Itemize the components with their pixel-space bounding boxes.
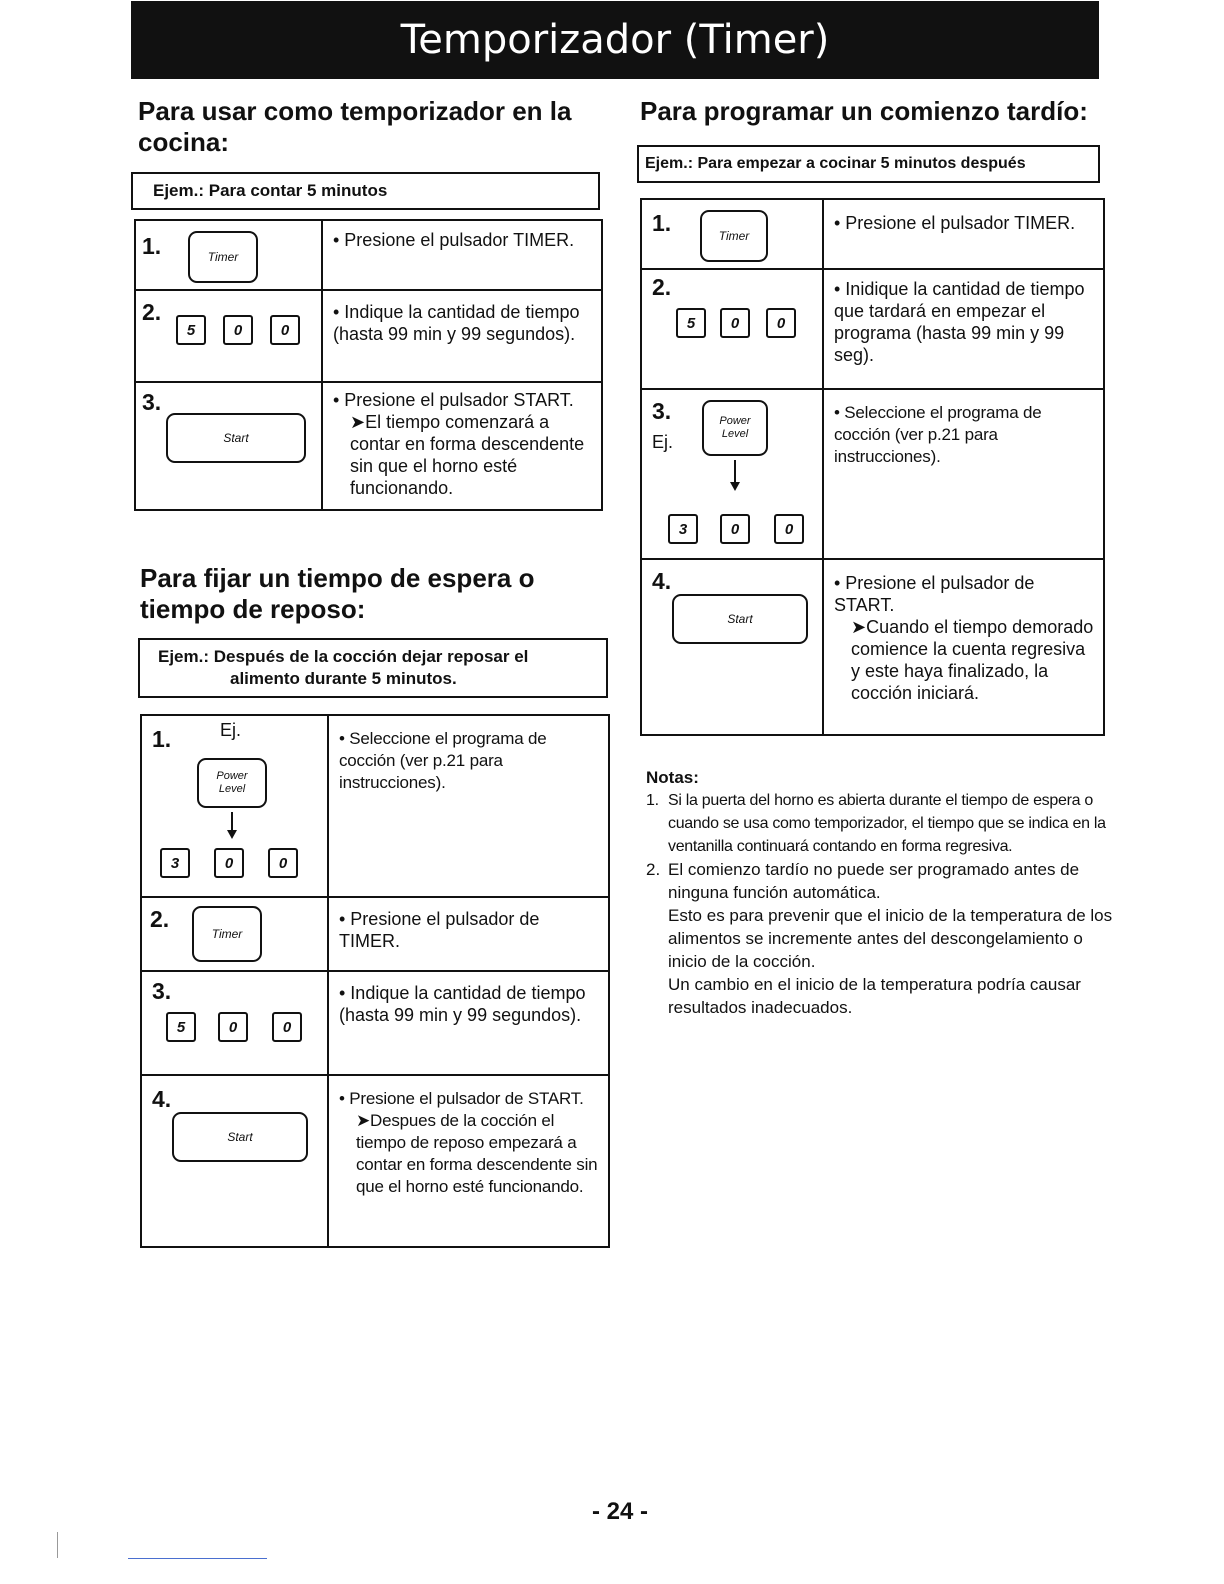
kitchen-example-text: Ejem.: Para contar 5 minutos — [153, 181, 388, 200]
step-description: • Indique la cantidad de tiempo (hasta 99 min y 99 segundos). — [333, 302, 580, 344]
kitchen-step-3 — [135, 382, 602, 510]
step-description: • Presione el pulsador de START. — [834, 573, 1035, 615]
step-result-note: ➤Cuando el tiempo demorado comience la cuenta regresiva y este haya finalizado, la cocción iniciará. — [851, 617, 1094, 703]
digit-0-key-icon: 0 — [270, 315, 300, 345]
step-number: 4. — [652, 568, 672, 594]
digit-0-key-icon: 0 — [268, 848, 298, 878]
digit-5-key-icon: 5 — [676, 308, 706, 338]
step-result-note: ➤Despues de la cocción el tiempo de reposo empezará a contar en forma descendente sin que el horno esté funcionando. — [356, 1111, 598, 1196]
note-item — [646, 789, 1116, 858]
example-label: Ej. — [220, 720, 242, 740]
power-level-label: Level — [218, 783, 246, 795]
kitchen-steps-table — [134, 219, 603, 511]
note-item — [646, 858, 1116, 1019]
digit-5-key-icon: 5 — [166, 1012, 196, 1042]
standing-example-line2: alimento durante 5 minutos. — [230, 669, 457, 688]
kitchen-example-box — [131, 172, 600, 210]
power-level-label: Level — [721, 428, 749, 440]
step-number: 1. — [142, 233, 162, 259]
step-description: • Presione el pulsador de START. — [339, 1089, 584, 1108]
timer-button-icon: Timer — [192, 906, 262, 962]
digit-0-key-icon: 0 — [766, 308, 796, 338]
note-text: Un cambio en el inicio de la temperatura podría causar resultados inadecuados. — [668, 975, 1081, 1017]
digit-0-key-icon: 0 — [720, 514, 750, 544]
delay-example-box — [637, 145, 1100, 183]
note-text: El comienzo tardío no puede ser programado antes de ninguna función automática. — [668, 860, 1080, 902]
power-level-button-icon — [197, 758, 267, 808]
start-button-icon: Start — [166, 413, 306, 463]
delay-step-2 — [641, 269, 1104, 389]
step-number: 2. — [652, 274, 672, 300]
down-arrow-icon — [231, 812, 233, 832]
kitchen-step-2 — [135, 290, 602, 382]
step-description: • Inidique la cantidad de tiempo que tardará en empezar el programa (hasta 99 min y 99 seg). — [834, 279, 1085, 365]
step-description: • Seleccione el programa de cocción (ver p.21 para instrucciones). — [339, 729, 547, 792]
digit-0-key-icon: 0 — [214, 848, 244, 878]
step-description: • Indique la cantidad de tiempo (hasta 99 min y 99 segundos). — [339, 983, 586, 1025]
timer-button-icon: Timer — [188, 231, 258, 283]
power-level-button-icon — [702, 400, 768, 456]
standing-example-box — [138, 638, 608, 698]
standing-time-heading: Para fijar un tiempo de espera o tiempo de reposo: — [140, 563, 535, 624]
power-level-label: Power — [719, 415, 751, 427]
step-description: • Presione el pulsador de TIMER. — [339, 909, 540, 951]
standing-step-2 — [141, 897, 609, 971]
step-number: 3. — [152, 978, 172, 1004]
step-number: 1. — [652, 210, 672, 236]
note-text: Esto es para prevenir que el inicio de la temperatura de los alimentos se incremente antes del descongelamiento o inicio de la cocción. — [668, 906, 1113, 971]
note-number: 2. — [646, 860, 661, 879]
standing-step-3 — [141, 971, 609, 1075]
digit-3-key-icon: 3 — [668, 514, 698, 544]
step-result-note: ➤El tiempo comenzará a contar en forma descendente sin que el horno esté funcionando. — [350, 412, 585, 498]
delay-example-text: Ejem.: Para empezar a cocinar 5 minutos después — [645, 155, 1026, 172]
down-arrow-icon — [734, 460, 736, 484]
step-description: • Presione el pulsador TIMER. — [834, 213, 1076, 233]
notes-title: Notas: — [646, 768, 699, 787]
delay-step-3 — [641, 389, 1104, 559]
delay-steps-table — [640, 198, 1105, 736]
delay-step-1 — [641, 199, 1104, 269]
step-number: 3. — [652, 398, 672, 424]
notes-section — [646, 766, 1116, 1019]
kitchen-timer-heading: Para usar como temporizador en la cocina: — [138, 96, 572, 157]
step-number: 3. — [142, 389, 162, 415]
step-number: 2. — [142, 299, 162, 325]
start-button-icon: Start — [672, 594, 808, 644]
standing-example-line1: Ejem.: Después de la cocción dejar reposar el — [158, 647, 529, 666]
delayed-start-heading: Para programar un comienzo tardío: — [640, 96, 1088, 126]
digit-3-key-icon: 3 — [160, 848, 190, 878]
standing-steps-table — [140, 714, 610, 1248]
step-number: 1. — [152, 726, 172, 752]
standing-step-1 — [141, 715, 609, 897]
step-description: • Seleccione el programa de cocción (ver p.21 para instrucciones). — [834, 403, 1042, 466]
step-description: • Presione el pulsador START. — [333, 390, 574, 410]
example-label: Ej. — [652, 432, 674, 452]
digit-0-key-icon: 0 — [720, 308, 750, 338]
note-text: Si la puerta del horno es abierta durante el tiempo de espera o cuando se usa como temporizador, el tiempo que se indica en la ventanilla continuará contando en forma regresiva. — [668, 792, 1106, 855]
standing-step-4 — [141, 1075, 609, 1247]
delay-step-4 — [641, 559, 1104, 735]
digit-0-key-icon: 0 — [272, 1012, 302, 1042]
timer-button-icon: Timer — [700, 210, 768, 262]
digit-0-key-icon: 0 — [218, 1012, 248, 1042]
step-description: • Presione el pulsador TIMER. — [333, 230, 575, 250]
kitchen-step-1 — [135, 220, 602, 290]
step-number: 2. — [150, 906, 170, 932]
digit-0-key-icon: 0 — [774, 514, 804, 544]
margin-mark — [57, 1532, 58, 1558]
page-title: Temporizador (Timer) — [131, 1, 1099, 79]
step-number: 4. — [152, 1086, 172, 1112]
start-button-icon: Start — [172, 1112, 308, 1162]
power-level-label: Power — [216, 770, 248, 782]
digit-0-key-icon: 0 — [223, 315, 253, 345]
digit-5-key-icon: 5 — [176, 315, 206, 345]
page-number: - 24 - — [592, 1498, 649, 1525]
footer-divider — [128, 1558, 267, 1559]
note-number: 1. — [646, 792, 659, 809]
